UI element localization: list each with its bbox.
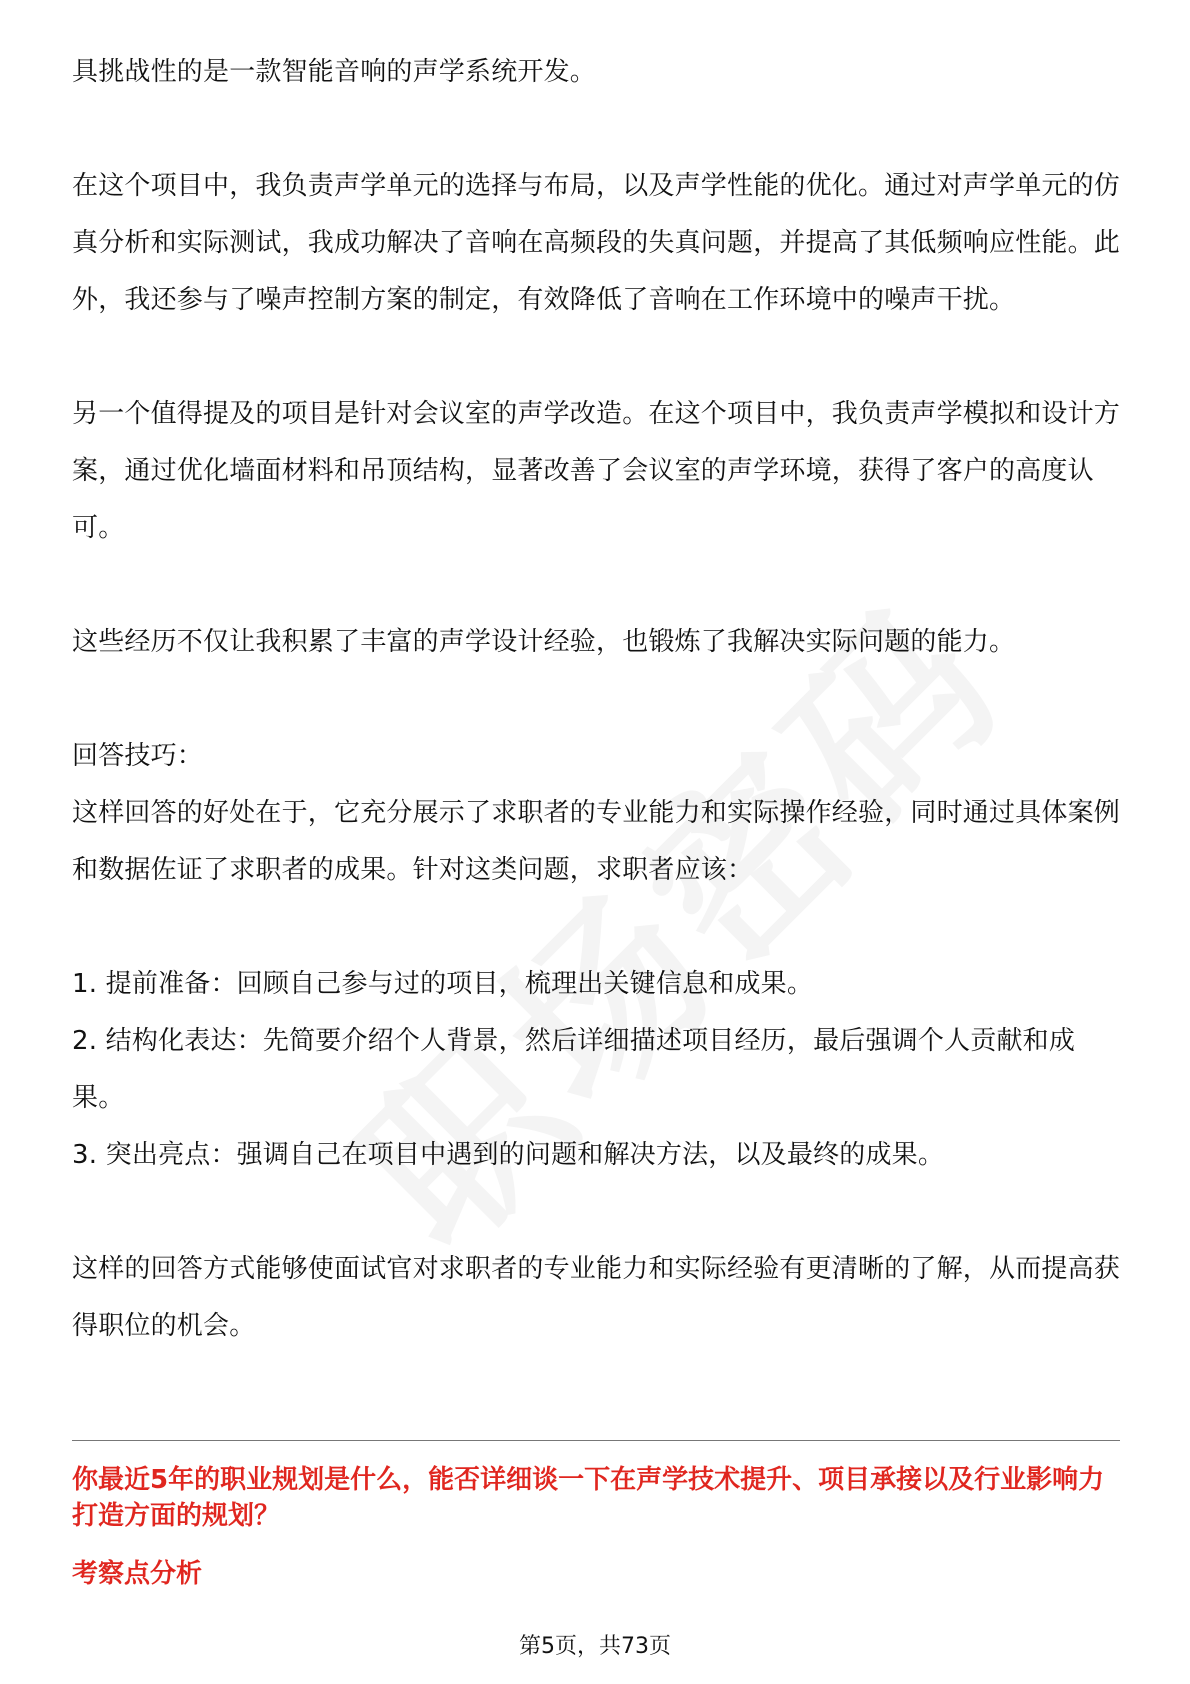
answer-body [72,44,1120,1355]
tip-item-2: 2. 结构化表达：先简要介绍个人背景，然后详细描述项目经历，最后强调个人贡献和成果。 [72,1026,1076,1113]
paragraph-summary: 这些经历不仅让我积累了丰富的声学设计经验，也锻炼了我解决实际问题的能力。 [72,627,1016,657]
tip-item-3: 3. 突出亮点：强调自己在项目中遇到的问题和解决方法，以及最终的成果。 [72,1140,945,1170]
paragraph-project-speaker: 在这个项目中，我负责声学单元的选择与布局，以及声学性能的优化。通过对声学单元的仿真分析和实际测试，我成功解决了音响在高频段的失真问题，并提高了其低频响应性能。此外，我还参与了噪声控制方案的制定，有效降低了音响在工作环境中的噪声干扰。 [72,171,1121,315]
paragraph-project-meeting-room: 另一个值得提及的项目是针对会议室的声学改造。在这个项目中，我负责声学模拟和设计方案，通过优化墙面材料和吊顶结构，显著改善了会议室的声学环境，获得了客户的高度认可。 [72,399,1121,543]
tips-title: 回答技巧： [72,741,204,771]
tips-intro: 这样回答的好处在于，它充分展示了求职者的专业能力和实际操作经验，同时通过具体案例和数据佐证了求职者的成果。针对这类问题，求职者应该： [72,798,1121,885]
section-divider [72,1440,1120,1441]
analysis-subheading: 考察点分析 [72,1559,203,1589]
paragraph-intro: 具挑战性的是一款智能音响的声学系统开发。 [72,57,597,87]
tip-item-1: 1. 提前准备：回顾自己参与过的项目，梳理出关键信息和成果。 [72,969,814,999]
paragraph-conclusion: 这样的回答方式能够使面试官对求职者的专业能力和实际经验有更清晰的了解，从而提高获得职位的机会。 [72,1254,1121,1341]
next-question-title: 你最近5年的职业规划是什么，能否详细谈一下在声学技术提升、项目承接以及行业影响力打造方面的规划？ [72,1465,1105,1531]
page-number: 第5页，共73页 [519,1634,671,1659]
